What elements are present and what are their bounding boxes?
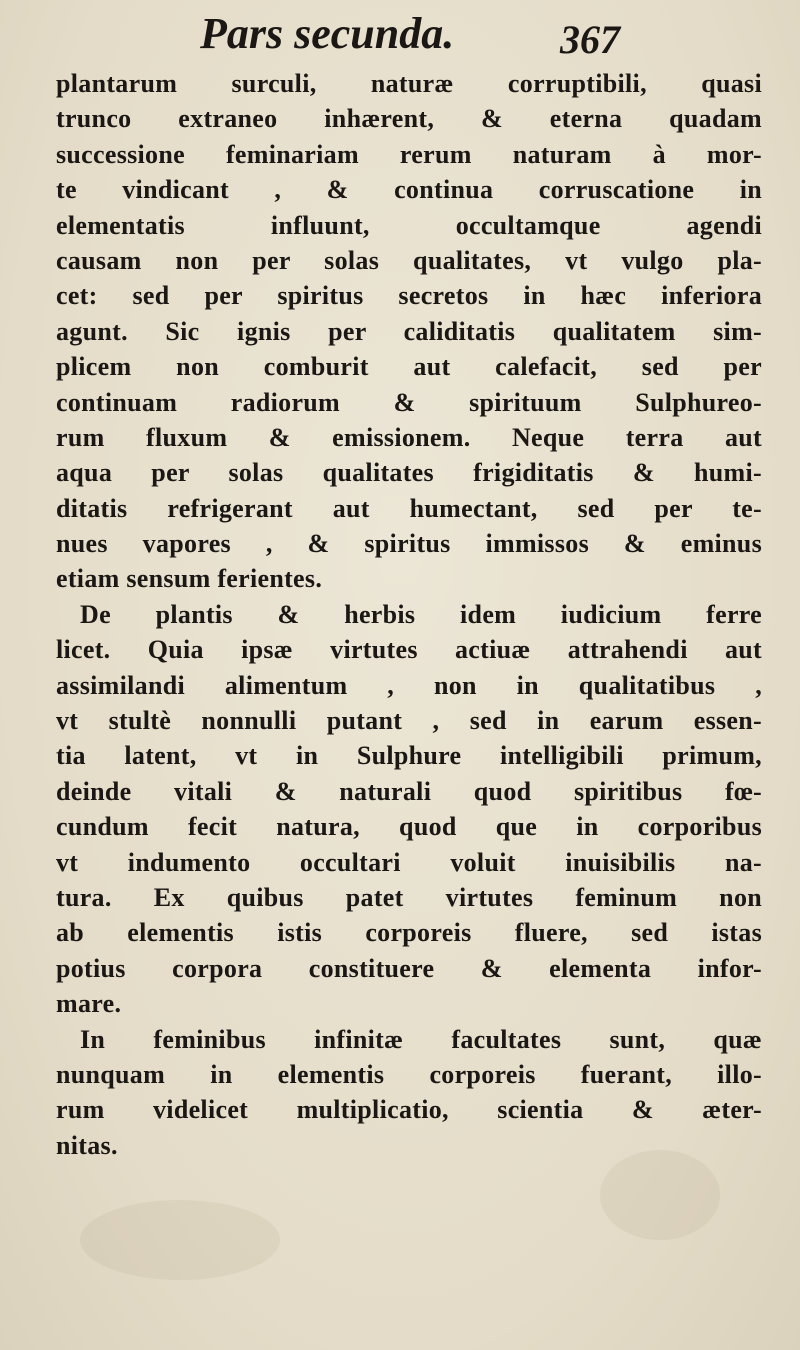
- text-line: ditatis refrigerant aut humectant, sed per te-: [56, 493, 762, 523]
- text-line: nitas.: [56, 1130, 118, 1160]
- text-line: successione feminariam rerum naturam à mor-: [56, 139, 762, 169]
- text-line: vt indumento occultari voluit inuisibilis na-: [56, 847, 762, 877]
- text-line: agunt. Sic ignis per caliditatis qualitatem sim-: [56, 316, 762, 346]
- text-line: cundum fecit natura, quod que in corporibus: [56, 812, 762, 842]
- text-line: etiam sensum ferientes.: [56, 564, 323, 594]
- body-text: [56, 66, 762, 1163]
- page-header: [0, 8, 800, 70]
- text-line: potius corpora constituere & elementa infor-: [56, 953, 762, 983]
- text-line: ab elementis istis corporeis fluere, sed istas: [56, 918, 762, 948]
- text-line: plicem non comburit aut calefacit, sed per: [56, 352, 762, 382]
- text-line: assimilandi alimentum , non in qualitatibus ,: [56, 670, 762, 700]
- text-line: rum videlicet multiplicatio, scientia & æter-: [56, 1095, 762, 1125]
- paper-stain: [80, 1200, 280, 1280]
- text-line: deinde vitali & naturali quod spiritibus fœ-: [56, 776, 762, 806]
- paper-stain: [600, 1150, 720, 1240]
- text-line: elementatis influunt, occultamque agendi: [56, 210, 762, 240]
- text-line: De plantis & herbis idem iudicium ferre: [80, 599, 762, 629]
- text-line: tia latent, vt in Sulphure intelligibili primum,: [56, 741, 762, 771]
- text-line: mare.: [56, 989, 122, 1019]
- text-line: causam non per solas qualitates, vt vulgo pla-: [56, 245, 762, 275]
- text-line: te vindicant , & continua corruscatione in: [56, 175, 762, 205]
- text-line: licet. Quia ipsæ virtutes actiuæ attrahendi aut: [56, 635, 762, 665]
- text-line: rum fluxum & emissionem. Neque terra aut: [56, 422, 762, 452]
- text-line: plantarum surculi, naturæ corruptibili, quasi: [56, 69, 762, 98]
- text-line: In feminibus infinitæ facultates sunt, quæ: [80, 1024, 762, 1054]
- text-line: aqua per solas qualitates frigiditatis & humi-: [56, 458, 762, 488]
- text-line: tura. Ex quibus patet virtutes feminum non: [56, 882, 762, 912]
- page-number: 367: [560, 17, 620, 62]
- running-title: Pars secunda.: [200, 9, 455, 58]
- text-line: continuam radiorum & spirituum Sulphureo-: [56, 387, 762, 417]
- text-line: nunquam in elementis corporeis fuerant, illo-: [56, 1059, 762, 1089]
- text-line: nues vapores , & spiritus immissos & eminus: [56, 529, 762, 559]
- text-line: cet: sed per spiritus secretos in hæc inferiora: [56, 281, 762, 311]
- text-line: vt stultè nonnulli putant , sed in earum essen-: [56, 706, 762, 736]
- text-line: trunco extraneo inhærent, & eterna quadam: [56, 104, 762, 134]
